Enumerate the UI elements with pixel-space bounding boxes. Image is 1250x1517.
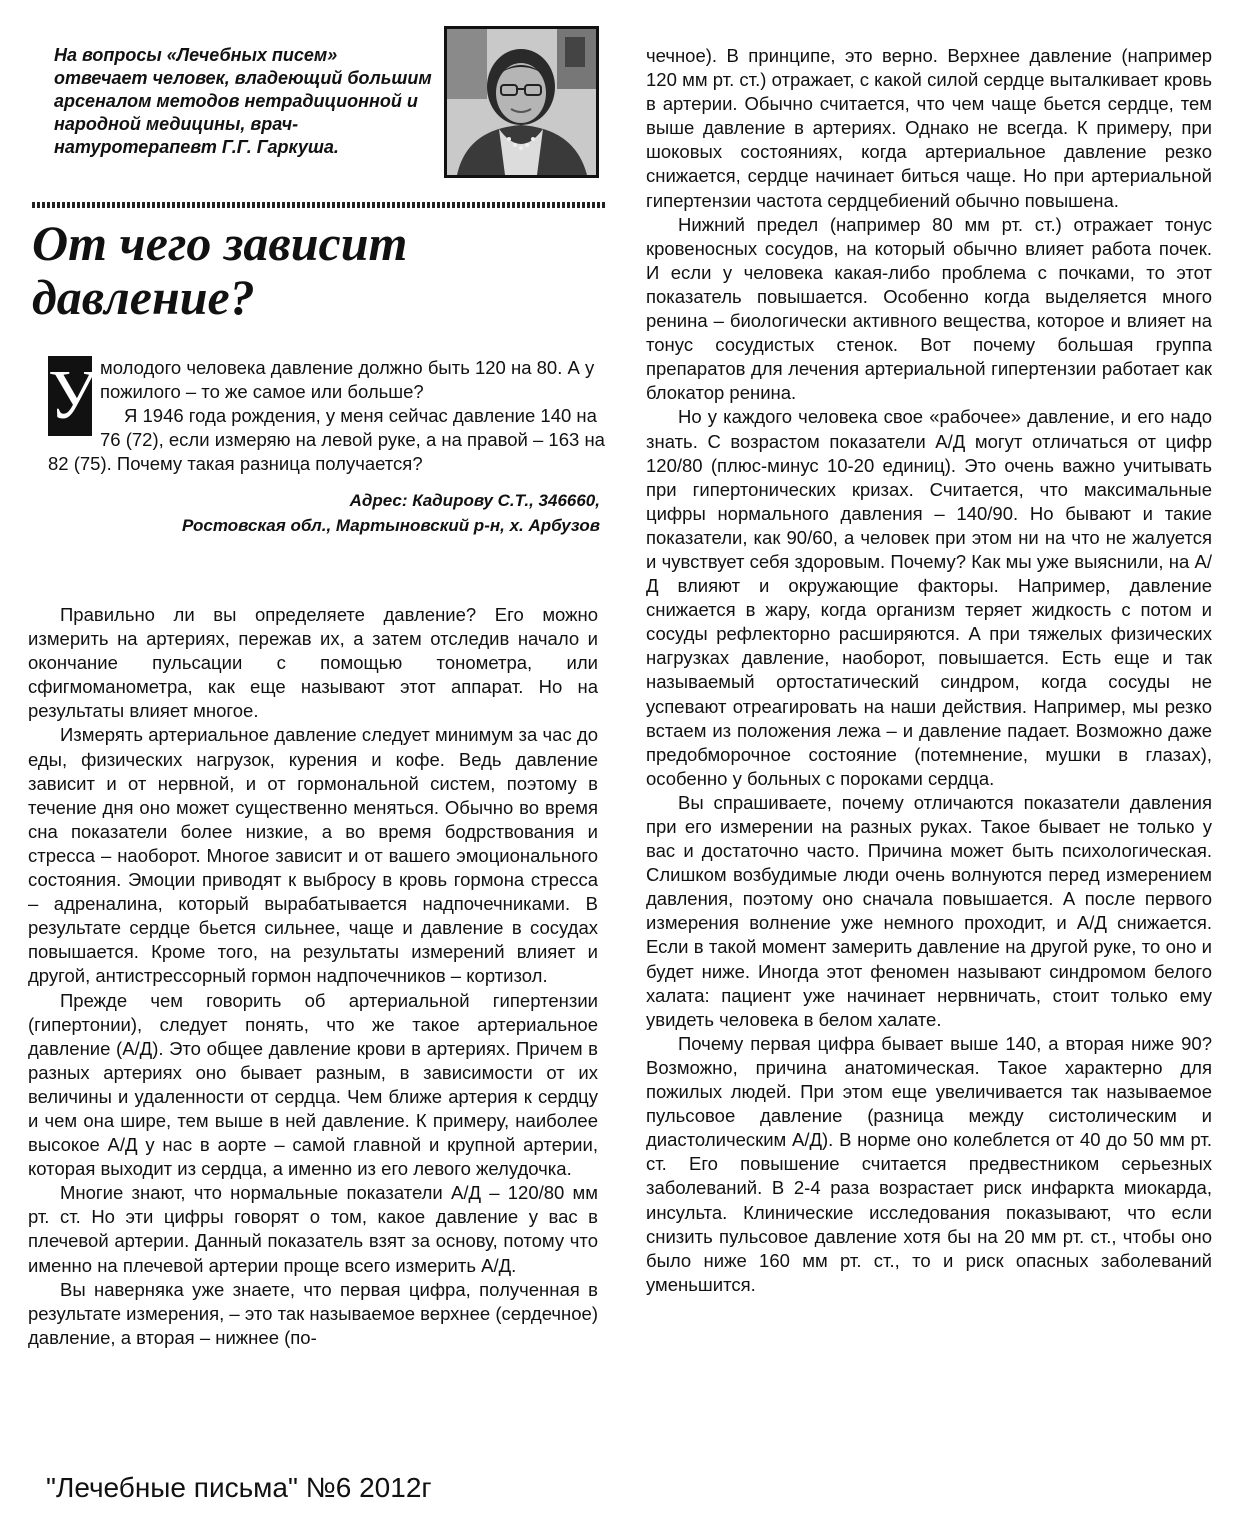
paragraph: Многие знают, что нормальные показатели А/Д – 120/80 мм рт. ст. Но эти цифры говорят о том, какое давление у вас в плечевой артерии. Данный показатель взят за основу, потому что именно на плечевой артерии проще всего измерить А/Д. (28, 1182, 598, 1276)
paragraph: Вы наверняка уже знаете, что первая цифра, полученная в результате измерения, – это так называемое верхнее (сердечное) давление, а вторая – нижнее (по- (28, 1278, 598, 1348)
address-line-2: Ростовская обл., Мартыновский р-н, х. Арбузов (181, 516, 600, 535)
paragraph: чечное). В принципе, это верно. Верхнее давление (например 120 мм рт. ст.) отражает, с какой силой сердце выталкивает кровь в артерии. Обычно считается, что чем чаще бьется сердце, тем выше давление в артериях. Однако не всегда. К примеру, при шоковых состояниях, когда артериальное давление резко снижается, сердце начинает биться чаще. Но при артериальной гипертензии частота сердцебиений обычно повышена. (646, 45, 1212, 211)
left-column (32, 26, 607, 535)
paragraph: Вы спрашиваете, почему отличаются показатели давления при его измерении на разных руках. Такое бывает не только у вас и достаточно часто. Причина может быть психологическая. Слишком возбудимые люди очень волнуются перед измерением давления, поэтому оно сначала повышается. А после первого измерения волнение уже немного проходит, и А/Д снижается. Если в такой момент замерить давление на другой руке, то оно и будет ниже. Иногда этот феномен называют синдромом белого халата: пациент уже начинает нервничать, стоит только ему увидеть человека в белом халате. (646, 791, 1212, 1030)
article-title: От чего зависит давление? (32, 215, 408, 325)
drop-cap: У (48, 357, 98, 434)
reader-address (48, 488, 608, 538)
answer-left-column (28, 603, 598, 1350)
address-line-1: Адрес: Кадирову С.Т., 346660, (349, 491, 600, 510)
source-caption: "Лечебные письма" №6 2012г (46, 1472, 432, 1503)
paragraph: Прежде чем говорить об артериальной гипертензии (гипертонии), следует понять, что же такое артериальное давление (А/Д). Это общее давление крови в артериях. Причем в разных артериях оно бывает разным, в зависимости от их величины и удаленности от сердца. Чем ближе артерия к сердцу и чем она шире, тем выше в ней давление. К примеру, наиболее высокое А/Д у нас в аорте – самой главной и крупной артерии, которая выходит из сердца, а именно из его левого желудочка. (28, 989, 598, 1180)
author-intro: На вопросы «Лечебных писем» отвечает человек, владеющий большим арсеналом методов нетрадиционной и народной медицины, врач-натуротерапевт Г.Г. Гаркуша. (54, 45, 432, 157)
paragraph: Нижний предел (например 80 мм рт. ст.) отражает тонус кровеносных сосудов, на который обычно влияет работа почек. И если у человека какая-либо проблема с почками, то этот показатель повышается. Особенно когда выделяется много ренина – биологически активного вещества, которое и влияет на тонус сосудистых стенок. Вот почему большая группа препаратов для лечения артериальной гипертензии работает как блокатор ренина. (646, 213, 1212, 404)
question-text-2: Я 1946 года рождения, у меня сейчас давление 140 на 76 (72), если измеряю на левой руке, а на правой – 163 на 82 (75). Почему такая разница получается? (48, 405, 605, 474)
article-header (32, 26, 607, 186)
question-text: молодого человека давление должно быть 120 на 80. А у пожилого – то же самое или больше? (100, 357, 595, 402)
header-divider (32, 202, 607, 208)
right-column (646, 44, 1212, 1297)
paragraph: Но у каждого человека свое «рабочее» давление, и его надо знать. С возрастом показатели А/Д могут отличаться от цифр 120/80 (плюс-минус 10-20 единиц). Это очень важно учитывать при гипертонических кризах. Считается, что максимальные цифры нормального давления – 140/90. Но бывают и такие показатели, как 90/60, а человек при этом ни на что не жалуется и чувствует себя здоровым. Почему? Как мы уже выяснили, на А/Д влияют и окружающие факторы. Например, давление снижается в жару, когда организм теряет жидкость с потом и сосуды рефлекторно расширяются. А при тяжелых физических нагрузках давление, наоборот, повышается. Есть еще и так называемый ортостатический синдром, когда сосуды не успевают отреагировать на наши действия. Например, мы резко встаем из положения лежа – и давление падает. Возможно даже предобморочное состояние (потемнение, мушки в глазах), особенно у больных с пороками сердца. (646, 406, 1212, 789)
author-photo (444, 26, 599, 178)
paragraph: Почему первая цифра бывает выше 140, а вторая ниже 90? Возможно, причина анатомическая. Такое характерно для пожилых людей. При этом еще увеличивается так называемое пульсовое давление (разница между систолическим и диастолическим А/Д). В норме оно колеблется от 40 до 50 мм рт. ст. Его повышение считается предвестником серьезных заболеваний. В 2-4 раза возрастает риск инфаркта миокарда, инсульта. Клинические исследования показывают, что если снизить пульсовое давление хотя бы на 20 мм рт. ст., чтобы оно было ниже 160 мм рт. ст., то и риск опасных заболеваний уменьшится. (646, 1032, 1212, 1295)
reader-question (48, 356, 608, 538)
answer-right-column (646, 44, 1212, 1297)
paragraph: Правильно ли вы определяете давление? Его можно измерить на артериях, пережав их, а затем отследив начало и окончание пульсации с помощью тонометра, или сфигмоманометра, как еще называют этот аппарат. Но на результаты влияет многое. (28, 604, 598, 722)
paragraph: Измерять артериальное давление следует минимум за час до еды, физических нагрузок, курения и кофе. Ведь давление зависит и от нервной, и от гормональной систем, поэтому в течение дня оно может существенно меняться. Обычно во время сна показатели более низкие, а во время бодрствования и стресса – наоборот. Многое зависит и от вашего эмоционального состояния. Эмоции приводят к выбросу в кровь гормона стресса – адреналина, который вырабатывается надпочечниками. В результате сердце бьется сильнее, чаще и давление в сосудах повышается. Кроме того, на результаты измерений влияет и другой, антистрессорный гормон надпочечников – кортизол. (28, 724, 598, 987)
